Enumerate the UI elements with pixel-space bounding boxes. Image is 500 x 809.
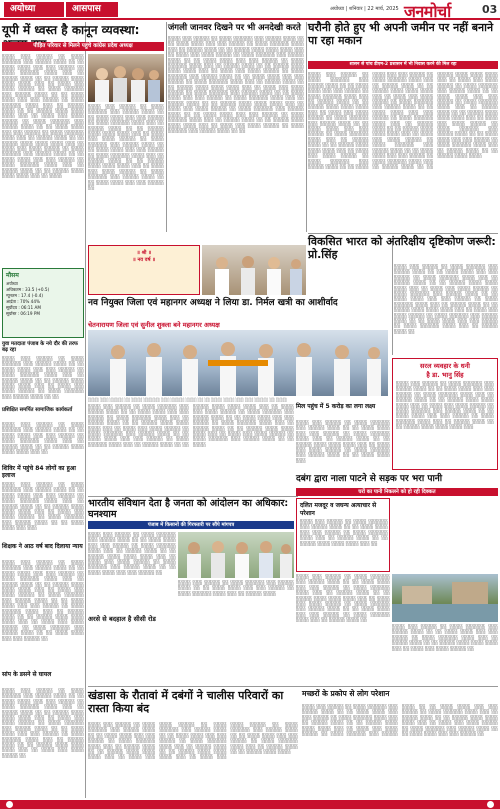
feature-box-body: ░░░░ ░░░ ░░░░░ ░░ ░░░░ ░░░░░░ ░░░ ░░░░░ ░░░░ ░░ ░░ ░░░░ ░░░░ ░░░ ░░░ ░░░░░ ░░ ░░░░ ░░░░░░ ░░░░ ░░░ ░░ ░░░░░ ░░░░ ░░ ░░ ░░░░░ ░░░░ ░░░░ ░░░░ ░░░ ░░ ░░░░ ░░░ ░░░░ ░░░░░ ░░ ░░░░ ░░░░░░ ░░░ ░░░░░ ░░░░ ░░ ░░ ░░░░ ░░░░ ░░░ ░░░ ░░░░░ ░░ ░░░░ ░░░░░░ ░░░░ ░░░ ░░ ░░░░░ ░░░░ ░░ ░░ ░░░░░ ░░░░ ░░░░ ░░░░ ░░░ (396, 381, 494, 430)
story-road-headline[interactable]: दबंग द्वारा नाला पाटने से सड़क पर भरा पानी (296, 474, 443, 484)
story-census-headline[interactable]: जंगली जानवर दिखने पर भी अनदेखी करते (168, 23, 301, 33)
story-road-body: ░░░░ ░░░ ░░░░░ ░░ ░░░░ ░░░░░░ ░░░ ░░░░░ ░░░░ ░░ ░░ ░░░░ ░░░░ ░░░ ░░░ ░░░░░ ░░ ░░░░ ░░░░░░ ░░░░ ░░░ ░░ ░░░░░ ░░░░ ░░ ░░ ░░░░░ ░░░░ ░░░░ ░░░░ ░░░ ░░ ░░░░ ░░░ ░░░░ ░░░░░ ░░ (392, 624, 498, 651)
story-constitution-sub: पंजाब में किसानों की गिरफ्तारी पर सौंपे मांगपत्र (88, 521, 294, 529)
photo-leader-visit (88, 54, 164, 102)
advertisement-box[interactable] (88, 245, 200, 295)
footer-dot (6, 801, 13, 808)
divider (308, 233, 498, 234)
story-prisoner-headline[interactable]: सांप के डसने से घायल (2, 671, 52, 678)
photo-waterlogging (392, 574, 498, 622)
side-note-1-body: ░░░░ ░░░ ░░░░░ ░░ ░░░░ ░░░░░░ ░░░ ░░░░░ ░░░░ ░░ ░░ ░░░░ ░░░░ ░░░ ░░░ ░░░░░ ░░ ░░░░ ░░░░░░ ░░░░ ░░░ ░░ ░░░░░ ░░░░ ░░ ░░ ░░░░░ ░░░░ ░░░░ ░░░░ ░░░ ░░ ░░░░ ░░░ ░░░░ ░░░░░ ░░ ░░░░ ░░░░░░ ░░░ ░░░░░ ░░░░ ░░ ░░ (2, 356, 84, 399)
story-law-order-headline[interactable]: यूपी में ध्वस्त है कानून व्यवस्था: (2, 23, 140, 37)
story-houses-body: ░░░░ ░░░ ░░░░░ ░░ ░░░░ ░░░░░░ ░░░ ░░░░░ ░░░░ ░░ ░░ ░░░░ ░░░░ ░░░ ░░░ ░░░░░ ░░ ░░░░ ░░░░░░ ░░░░ ░░░ ░░ ░░░░░ ░░░░ ░░ ░░ ░░░░░ ░░░░ ░░░░ ░░░░ ░░░ ░░ ░░░░ ░░░ ░░░░ ░░░░░ ░░ ░░░░ ░░░░░░ ░░░ ░░░░░ ░░░░ ░░ ░░ ░░░░ ░░░░ ░░░ ░░░ ░░░░░ ░░ ░░░░ ░░░░░░ ░░░░ ░░░ ░░ ░░░░░ ░░░░ ░░ ░░ ░░░░░ ░░░░ ░░░░ ░░░░ ░░░ ░░ ░░░░ ░░░ ░░░░ ░░░░░ ░░ ░░░░ ░░░░░░ ░░░ ░░░░░ ░░░░ ░░ ░░ ░░░░ ░░░░ ░░░ ░░░ ░░░░░ ░░ ░░░░ ░░░░░░ ░░░░ ░░░ ░░ ░░░░░ ░░░░ ░░ ░░ ░░░░░ ░░░░ ░░░░ ░░░░ ░░░ ░░ ░░░░ ░░░ ░░░░ ░░░░░ ░░ ░░░░ ░░░░░░ ░░░ ░░░░░ ░░░░ ░░ ░░ ░░░░ ░░░░ ░░░ ░░░ ░░░░░ ░░ ░░░░ ░░░░░░ ░░░░ ░░░ ░░ ░░░░░ ░░░░ ░░ ░░ ░░░░░ ░░░░ ░░░░ ░░░░ ░░░ ░░ ░░░░ ░░░ ░░░░ ░░░░░ ░░ ░░░░ ░░░░░░ ░░░ ░░░░░ ░░░░ ░░ ░░ ░░░░ ░░░░ ░░░ ░░░ ░░░░░ ░░ ░░░░ ░░░░░░ ░░░░ ░░░ ░░ ░░░░░ ░░░░ ░░ ░░ ░░░░░ ░░░░ ░░░░ ░░░░ ░░░ ░░ ░░░░ ░░░ ░░░░ ░░░░░ ░░ ░░░░ ░░░░░░ ░░░ ░░░░░ ░░░░ ░░ ░░ ░░░░ ░░░░ ░░░ ░░░ ░░░░░ ░░ ░░░░ ░░░░░░ ░░░░ ░░░ ░░ ░░░░░ ░░░░ ░░ ░░ ░░░░░ ░░░░ ░░░░ ░░░░ ░░░ ░░ ░░░░ ░░░ ░░░░ ░░░░░ ░░ ░░░░ ░░░░░░ ░░░ ░░░░░ ░░░░ ░░ ░░ ░░░░ ░░░░ ░░░ ░░░ ░░░░░ ░░ ░░░░ ░░░░░░ ░░░░ ░░░ ░░ ░░░░░ ░░░░ ░░ ░░ ░░░░░ ░░░░ ░░░░ (308, 72, 498, 169)
section-tab-aaspaas[interactable]: आसपास (66, 2, 118, 17)
ad-text: ॥ श्री ॥ ॥ नव वर्ष ॥ (132, 250, 156, 263)
story-camp-body: ░░░░ ░░░ ░░░░░ ░░ ░░░░ ░░░░░░ ░░░ ░░░░░ ░░░░ ░░ ░░ ░░░░ ░░░░ ░░░ ░░░ ░░░░░ ░░ ░░░░ ░░░░░░ ░░░░ ░░░ ░░ ░░░░░ ░░░░ ░░ ░░ ░░░░░ ░░░░ ░░░░ ░░░░ ░░░ ░░ ░░░░ ░░░ ░░░░ ░░░░░ ░░ ░░░░ ░░░░░░ ░░░ ░░░░░ ░░░░ ░░ ░░ ░░░░ ░░░░ ░░░ ░░░ (2, 482, 84, 531)
story-houses-headline[interactable]: घरौनी होते हुए भी अपनी जमीन पर नहीं बनाने पा रहा मकान (308, 21, 494, 47)
feature-box (392, 358, 498, 470)
footer-bar (0, 800, 500, 809)
story-law-order-body-2: ░░░░ ░░░ ░░░░░ ░░ ░░░░ ░░░░░░ ░░░ ░░░░░ ░░░░ ░░ ░░ ░░░░ ░░░░ ░░░ ░░░ ░░░░░ ░░ ░░░░ ░░░░░░ ░░░░ ░░░ ░░ ░░░░░ ░░░░ ░░ ░░ ░░░░░ ░░░░ ░░░░ ░░░░ ░░░ ░░ ░░░░ ░░░ ░░░░ ░░░░░ ░░ ░░░░ ░░░░░░ ░░░ ░░░░░ ░░░░ ░░ ░░ ░░░░ ░░░░ ░░░ ░░░ ░░░░░ ░░ ░░░░ ░░░░░░ ░░░░ ░░░ ░░ ░░░░░ ░░░░ ░░ ░░ ░░░░░ ░░░░ ░░░░ ░░░░ ░░░ ░░ ░░░░ ░░░ ░░░░ ░░░░░ ░░ ░░░░ ░░░░░░ ░░░ ░░░░░ ░░░░ ░░ ░░ ░░░░ ░░░░ ░░░ ░░░ ░░░░░ ░░ (88, 104, 164, 191)
weather-row: सूर्योदय : 06:11 AM (6, 305, 41, 310)
story-crime-body: ░░░░ ░░░ ░░░░░ ░░ ░░░░ ░░░░░░ ░░░ ░░░░░ ░░░░ ░░ ░░ ░░░░ ░░░░ ░░░ ░░░ ░░░░░ ░░ ░░░░ ░░░░░░ ░░░░ ░░░ ░░ ░░░░░ ░░░░ ░░ ░░ ░░░░░ ░░░░ ░░░░ ░░░░ ░░░ ░░ (300, 519, 388, 546)
weather-row: अधिकतम : 33.5 (+0.5) (6, 287, 50, 292)
story-khandasa-headline[interactable]: खंडासा के रौतावां में दबंगों ने चालीस परिवारों का रास्ता किया बंद (88, 689, 284, 715)
story-prisoner-body: ░░░░ ░░░ ░░░░░ ░░ ░░░░ ░░░░░░ ░░░ ░░░░░ ░░░░ ░░ ░░ ░░░░ ░░░░ ░░░ ░░░ ░░░░░ ░░ ░░░░ ░░░░░░ ░░░░ ░░░ ░░ ░░░░░ ░░░░ ░░ ░░ ░░░░░ ░░░░ ░░░░ ░░░░ ░░░ ░░ ░░░░ ░░░ ░░░░ ░░░░░ ░░ ░░░░ ░░░░░░ ░░░ ░░░░░ ░░░░ ░░ ░░ ░░░░ ░░░░ ░░░ ░░░ ░░░░░ ░░ ░░░░ ░░░░░░ ░░░░ ░░░ ░░ ░░░░░ ░░░░ ░░ ░░ ░░░░░ ░░░░ ░░░░ ░░░░ ░░░ ░░ ░░░░ ░░░ ░░░░ ░░░░░ ░░ (2, 688, 84, 758)
section-tab-ayodhya[interactable]: अयोध्या (4, 2, 64, 17)
weather-row: सूर्यास्त : 06:19 PM (6, 311, 40, 316)
weather-box (2, 268, 84, 338)
story-camp-headline[interactable]: शिविर में पहुंचे 84 लोगों का हुआ इलाज (2, 465, 76, 479)
divider (88, 496, 298, 497)
weather-row: न्यूनतम : 17.4 (-0.4) (6, 293, 44, 298)
story-mosquito-body: ░░░░ ░░░ ░░░░░ ░░ ░░░░ ░░░░░░ ░░░ ░░░░░ ░░░░ ░░ ░░ ░░░░ ░░░░ ░░░ ░░░ ░░░░░ ░░ ░░░░ ░░░░░░ ░░░░ ░░░ ░░ ░░░░░ ░░░░ ░░ ░░ ░░░░░ ░░░░ ░░░░ ░░░░ ░░░ ░░ ░░░░ ░░░ ░░░░ ░░░░░ ░░ ░░░░ ░░░░░░ ░░░ ░░░░░ ░░░░ ░░ ░░ ░░░░ ░░░░ ░░░ ░░░ ░░░░░ ░░ ░░░░ ░░░░░░ ░░░░ ░░░ ░░ ░░░░░ ░░░░ ░░ ░░ ░░░░░ ░░░░ ░░░░ ░░░░ ░░░ ░░ ░░░░ ░░░ ░░░░ ░░░░░ ░░ ░░░░ ░░░░░░ ░░░ ░░░░░ ░░░░ ░░ ░░ ░░░░ ░░░░ ░░░ ░░░ ░░░░░ ░░ (302, 704, 498, 737)
story-constitution-headline[interactable]: भारतीय संविधान देता है जनता को आंदोलन का अधिकार: घनश्याम (88, 498, 289, 520)
story-road-sub: घरों का पानी निकलने को हो रही दिक्कत (296, 488, 498, 496)
story-khandasa-body: ░░░░ ░░░ ░░░░░ ░░ ░░░░ ░░░░░░ ░░░ ░░░░░ ░░░░ ░░ ░░ ░░░░ ░░░░ ░░░ ░░░ ░░░░░ ░░ ░░░░ ░░░░░░ ░░░░ ░░░ ░░ ░░░░░ ░░░░ ░░ ░░ ░░░░░ ░░░░ ░░░░ ░░░░ ░░░ ░░ ░░░░ ░░░ ░░░░ ░░░░░ ░░ ░░░░ ░░░░░░ ░░░ ░░░░░ ░░░░ ░░ ░░ ░░░░ ░░░░ ░░░ ░░░ ░░░░░ ░░ ░░░░ ░░░░░░ ░░░░ ░░░ ░░ ░░░░░ ░░░░ ░░ ░░ ░░░░░ ░░░░ ░░░░ ░░░░ ░░░ ░░ ░░░░ ░░░ ░░░░ ░░░░░ ░░ ░░░░ ░░░░░░ ░░░ ░░░░░ ░░░░ ░░ ░░ ░░░░ ░░░░ ░░░ ░░░ ░░░░░ ░░ ░░░░ ░░░░░░ ░░░░ ░░░ ░░ ░░░░░ ░░░░ ░░ ░░ ░░░░░ ░░░░ ░░░░ (88, 722, 298, 760)
story-election-headline[interactable]: मिल पहुंच में 5 करोड़ का लगा लक्ष्य (296, 403, 376, 410)
story-teachers-body: ░░░░ ░░░ ░░░░░ ░░ ░░░░ ░░░░░░ ░░░ ░░░░░ ░░░░ ░░ ░░ ░░░░ ░░░░ ░░░ ░░░ ░░░░░ ░░ ░░░░ ░░░░░░ ░░░░ ░░░ ░░ ░░░░░ ░░░░ ░░ ░░ ░░░░░ ░░░░ ░░░░ ░░░░ ░░░ ░░ ░░░░ ░░░ ░░░░ ░░░░░ ░░ ░░░░ ░░░░░░ ░░░ ░░░░░ ░░░░ ░░ ░░ ░░░░ ░░░░ ░░░ ░░░ ░░░░░ ░░ ░░░░ ░░░░░░ ░░░░ ░░░ ░░ ░░░░░ ░░░░ ░░ ░░ ░░░░░ ░░░░ ░░░░ ░░░░ ░░░ ░░ ░░░░ ░░░ ░░░░ ░░░░░ ░░ ░░░░ ░░░░░░ ░░░ ░░░░░ ░░░░ ░░ ░░ ░░░░ ░░░░ ░░░ ░░░ ░░░░░ ░░ (2, 560, 84, 641)
photo-farmers (178, 532, 294, 578)
story-mosquito-headline[interactable]: मच्छरों के प्रकोप से लोग परेशान (302, 689, 390, 698)
page-number: 03 (482, 3, 498, 16)
divider (88, 686, 498, 687)
story-welcome-headline[interactable]: नव नियुक्त जिला एवं महानगर अध्यक्ष ने लिया डा. निर्मल खत्री का आशीर्वाद (88, 298, 338, 308)
story-constitution-body: ░░░░ ░░░ ░░░░░ ░░ ░░░░ ░░░░░░ ░░░ ░░░░░ ░░░░ ░░ ░░ ░░░░ ░░░░ ░░░ ░░░ ░░░░░ ░░ ░░░░ ░░░░░░ ░░░░ ░░░ ░░ ░░░░░ ░░░░ ░░ ░░ ░░░░░ ░░░░ ░░░░ ░░░░ ░░░ ░░ ░░░░ ░░░ ░░░░ ░░░░░ ░░ ░░░░ ░░░░░░ ░░░ ░░░░░ ░░░░ ░░ ░░ ░░░░ ░░░░ ░░░ ░░░ ░░░░░ ░░ (88, 532, 176, 575)
masthead (0, 0, 500, 20)
story-census-body: ░░░░ ░░░ ░░░░░ ░░ ░░░░ ░░░░░░ ░░░ ░░░░░ ░░░░ ░░ ░░ ░░░░ ░░░░ ░░░ ░░░ ░░░░░ ░░ ░░░░ ░░░░░░ ░░░░ ░░░ ░░ ░░░░░ ░░░░ ░░ ░░ ░░░░░ ░░░░ ░░░░ ░░░░ ░░░ ░░ ░░░░ ░░░ ░░░░ ░░░░░ ░░ ░░░░ ░░░░░░ ░░░ ░░░░░ ░░░░ ░░ ░░ ░░░░ ░░░░ ░░░ ░░░ ░░░░░ ░░ ░░░░ ░░░░░░ ░░░░ ░░░ ░░ ░░░░░ ░░░░ ░░ ░░ ░░░░░ ░░░░ ░░░░ ░░░░ ░░░ ░░ ░░░░ ░░░ ░░░░ ░░░░░ ░░ ░░░░ ░░░░░░ ░░░ ░░░░░ ░░░░ ░░ ░░ ░░░░ ░░░░ ░░░ ░░░ ░░░░░ ░░ ░░░░ ░░░░░░ ░░░░ ░░░ ░░ ░░░░░ ░░░░ ░░ ░░ ░░░░░ ░░░░ ░░░░ ░░░░ ░░░ ░░ ░░░░ ░░░ ░░░░ ░░░░░ ░░ ░░░░ ░░░░░░ ░░░ ░░░░░ ░░░░ ░░ ░░ ░░░░ ░░░░ ░░░ ░░░ ░░░░░ ░░ ░░░░ ░░░░░░ ░░░░ ░░░ ░░ ░░░░░ ░░░░ ░░ ░░ ░░░░░ ░░░░ ░░░░ ░░░░ ░░░ ░░ ░░░░ ░░░ ░░░░ ░░░░░ ░░ ░░░░ ░░░░░░ ░░░ ░░░░░ ░░░░ ░░ ░░ ░░░░ ░░░░ ░░░ ░░░ ░░░░░ ░░ ░░░░ ░░░░░░ ░░░░ ░░░ ░░ ░░░░░ ░░░░ ░░ ░░ ░░░░░ ░░░░ ░░░░ ░░░░ ░░░ ░░ ░░░░ ░░░ ░░░░ ░░░░░ ░░ ░░░░ ░░░░░░ ░░░ ░░░░░ ░░░░ ░░ ░░ (168, 36, 304, 133)
story-teachers-headline[interactable]: शिक्षक ने आठ वर्ष बाद दिलाया न्याय (2, 543, 83, 550)
weather-city: अयोध्या (6, 281, 18, 286)
column-rule (306, 22, 307, 232)
dateline: अयोध्या | शनिवार | 22 मार्च, 2025 (330, 6, 399, 12)
story-vision-body: ░░░░ ░░░ ░░░░░ ░░ ░░░░ ░░░░░░ ░░░ ░░░░░ ░░░░ ░░ ░░ ░░░░ ░░░░ ░░░ ░░░ ░░░░░ ░░ ░░░░ ░░░░░░ ░░░░ ░░░ ░░ ░░░░░ ░░░░ ░░ ░░ ░░░░░ ░░░░ ░░░░ ░░░░ ░░░ ░░ ░░░░ ░░░ ░░░░ ░░░░░ ░░ ░░░░ ░░░░░░ ░░░ ░░░░░ ░░░░ ░░ ░░ ░░░░ ░░░░ ░░░ ░░░ ░░░░░ ░░ ░░░░ ░░░░░░ ░░░░ ░░░ ░░ ░░░░░ ░░░░ ░░ ░░ ░░░░░ ░░░░ ░░░░ ░░░░ ░░░ ░░ ░░░░ ░░░ ░░░░ ░░░░░ ░░ ░░░░ ░░░░░░ ░░░ ░░░░░ ░░░░ ░░ ░░ ░░░░ ░░░░ ░░░ ░░░ ░░░░░ ░░ ░░░░ ░░░░░░ ░░░░ ░░░ ░░ ░░░░░ ░░░░ ░░ (394, 264, 498, 334)
side-note-2-body: ░░░░ ░░░ ░░░░░ ░░ ░░░░ ░░░░░░ ░░░ ░░░░░ ░░░░ ░░ ░░ ░░░░ ░░░░ ░░░ ░░░ ░░░░░ ░░ ░░░░ ░░░░░░ ░░░░ ░░░ ░░ ░░░░░ ░░░░ ░░ ░░ ░░░░░ ░░░░ ░░░░ ░░░░ ░░░ ░░ (2, 422, 84, 455)
story-law-order-sub: पीड़ित परिवार से मिलने पहुंचे कांग्रेस प्रदेश अध्यक्ष (2, 42, 164, 51)
photo-caption: ░░░░ ░░░ ░░░░░ ░░ ░░░░ ░░░░░░ ░░░ ░░░░░ ░░░░ ░░ ░░ ░░░░ ░░░░ ░░░ ░░░ ░░░░░ ░░ ░░░░ (88, 398, 288, 402)
feature-box-title-2: है डा. भानु सिंह (426, 371, 464, 379)
story-road-body-2: ░░░░ ░░░ ░░░░░ ░░ ░░░░ ░░░░░░ ░░░ ░░░░░ ░░░░ ░░ ░░ ░░░░ ░░░░ ░░░ ░░░ ░░░░░ ░░ ░░░░ ░░░░░░ ░░░░ ░░░ ░░ ░░░░░ ░░░░ ░░ ░░ ░░░░░ ░░░░ ░░░░ ░░░░ ░░░ ░░ ░░░░ ░░░ ░░░░ ░░░░░ ░░ ░░░░ ░░░░░░ ░░░ ░░░░░ ░░░░ ░░ ░░ ░░░░ ░░░░ ░░░ ░░░ ░░░░░ ░░ ░░░░ ░░░░░░ ░░░░ ░░░ ░░ ░░░░░ ░░░░ ░░ (296, 574, 390, 623)
side-note-2[interactable]: प्रशिक्षित समर्पित सामाजिक कार्यकर्ता (2, 407, 73, 413)
newspaper-logo: जनमोर्चा (404, 2, 451, 21)
story-welcome-body: ░░░░ ░░░ ░░░░░ ░░ ░░░░ ░░░░░░ ░░░ ░░░░░ ░░░░ ░░ ░░ ░░░░ ░░░░ ░░░ ░░░ ░░░░░ ░░ ░░░░ ░░░░░░ ░░░░ ░░░ ░░ ░░░░░ ░░░░ ░░ ░░ ░░░░░ ░░░░ ░░░░ ░░░░ ░░░ ░░ ░░░░ ░░░ ░░░░ ░░░░░ ░░ ░░░░ ░░░░░░ ░░░ ░░░░░ ░░░░ ░░ ░░ ░░░░ ░░░░ ░░░ ░░░ ░░░░░ ░░ ░░░░ ░░░░░░ ░░░░ ░░░ ░░ ░░░░░ ░░░░ ░░ ░░ ░░░░░ ░░░░ ░░░░ ░░░░ ░░░ ░░ ░░░░ ░░░ ░░░░ ░░░░░ ░░ ░░░░ ░░░░░░ ░░░ ░░░░░ ░░░░ ░░ ░░ ░░░░ ░░░░ ░░░ ░░░ ░░░░░ ░░ ░░░░ ░░░░░░ ░░░░ ░░░ ░░ ░░░░░ ░░░░ ░░ ░░ ░░░░░ ░░░░ ░░░░ ░░░░ ░░░ ░░ ░░░░ ░░░ ░░░░ ░░░░░ ░░ ░░░░ ░░░░░░ ░░░ ░░░░░ ░░░░ ░░ ░░ ░░░░ (88, 404, 294, 447)
photo-welcome-group (88, 330, 388, 396)
story-vision-headline[interactable]: विकसित भारत को अंतरिक्षीय दृष्टिकोण जरूरी: प्रो.सिंह (308, 235, 496, 261)
column-rule (166, 22, 167, 232)
story-constitution-body-2: ░░░░ ░░░ ░░░░░ ░░ ░░░░ ░░░░░░ ░░░ ░░░░░ ░░░░ ░░ ░░ ░░░░ ░░░░ ░░░ ░░░ ░░░░░ ░░ ░░░░ ░░░░░░ ░░░░ ░░░ ░░ ░░░░░ ░░░░ (178, 580, 294, 596)
story-arrest-headline[interactable]: अरसे से बदहाल है सीसी रोड (88, 615, 156, 623)
column-rule (85, 22, 86, 798)
weather-title: मौसम (6, 272, 19, 279)
feature-box-title-1: सरल व्यवहार के धनी (420, 362, 470, 370)
side-note-1[interactable]: युवा मतदाता पंजाब के नये दौर की तरफ बढ़ रहा (2, 341, 78, 353)
story-crime-headline[interactable]: दलित मजदूर व जघन्य अत्याचार से परेशान (300, 502, 377, 517)
story-houses-sub: शासन से पांच डीएम-2 प्रशासन में भी निवास करने की मिल रहा (308, 61, 498, 69)
story-election-body: ░░░░ ░░░ ░░░░░ ░░ ░░░░ ░░░░░░ ░░░ ░░░░░ ░░░░ ░░ ░░ ░░░░ ░░░░ ░░░ ░░░ ░░░░░ ░░ ░░░░ ░░░░░░ ░░░░ ░░░ ░░ ░░░░░ ░░░░ ░░ ░░ ░░░░░ ░░░░ ░░░░ ░░░░ ░░░ ░░ ░░░░ ░░░ ░░░░ ░░░░░ ░░ ░░░░ ░░░░░░ ░░░ ░░░░░ ░░░░ ░░ ░░ ░░░░ ░░░░ ░░░ (296, 420, 390, 463)
footer-dot (487, 801, 494, 808)
weather-row: आर्द्रता : 70% 44% (6, 299, 40, 304)
story-welcome-sub: चेतनारायण जिला एवं सुनील शुक्ला बने महानगर अध्यक्ष (88, 321, 220, 329)
column-rule (392, 245, 393, 355)
story-law-order-body: ░░░░ ░░░ ░░░░░ ░░ ░░░░ ░░░░░░ ░░░ ░░░░░ ░░░░ ░░ ░░ ░░░░ ░░░░ ░░░ ░░░ ░░░░░ ░░ ░░░░ ░░░░░░ ░░░░ ░░░ ░░ ░░░░░ ░░░░ ░░ ░░ ░░░░░ ░░░░ ░░░░ ░░░░ ░░░ ░░ ░░░░ ░░░ ░░░░ ░░░░░ ░░ ░░░░ ░░░░░░ ░░░ ░░░░░ ░░░░ ░░ ░░ ░░░░ ░░░░ ░░░ ░░░ ░░░░░ ░░ ░░░░ ░░░░░░ ░░░░ ░░░ ░░ ░░░░░ ░░░░ ░░ ░░ ░░░░░ ░░░░ ░░░░ ░░░░ ░░░ ░░ ░░░░ ░░░ ░░░░ ░░░░░ ░░ ░░░░ ░░░░░░ ░░░ ░░░░░ ░░░░ ░░ ░░ ░░░░ ░░░░ ░░░ ░░░ ░░░░░ ░░ ░░░░ ░░░░░░ ░░░░ ░░░ ░░ ░░░░░ ░░░░ ░░ ░░ ░░░░░ ░░░░ ░░░░ ░░░░ ░░░ ░░ ░░░░ ░░░ ░░░░ ░░░░░ ░░ ░░░░ ░░░░░░ ░░░ ░░░░░ ░░░░ ░░ ░░ ░░░░ ░░░░ ░░░ ░░░ ░░░░░ ░░ ░░░░ ░░░░░░ ░░░░ ░░░ ░░ ░░░░░ ░░░░ ░░ ░░ ░░░░░ ░░░░ ░░░░ ░░░░ ░░░ ░░ ░░░░ (2, 54, 84, 178)
photo-program (202, 245, 306, 295)
crime-box (296, 498, 390, 572)
